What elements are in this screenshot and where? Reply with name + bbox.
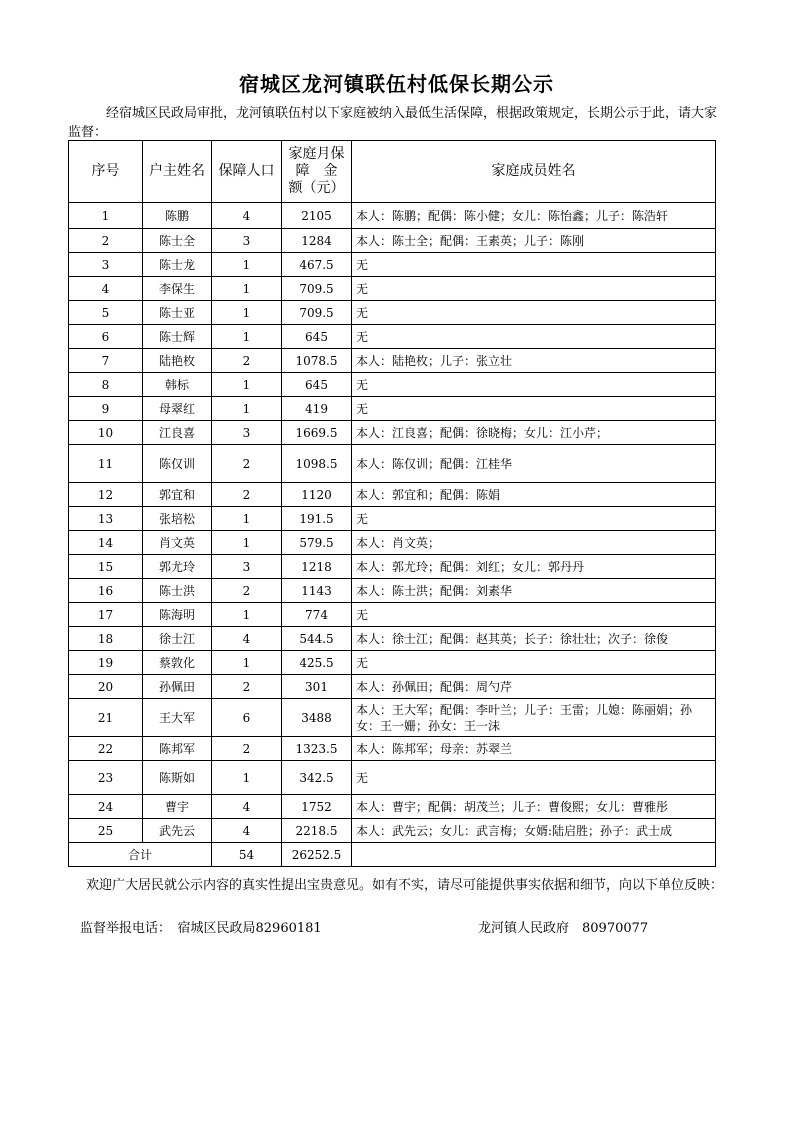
- cell-no: 7: [69, 349, 143, 373]
- cell-members: 本人：徐士江；配偶：赵其英；长子：徐壮壮；次子：徐俊: [352, 627, 716, 651]
- cell-people: 2: [212, 675, 282, 699]
- cell-amount: 342.5: [282, 761, 352, 795]
- cell-people: 2: [212, 349, 282, 373]
- cell-name: 陈士全: [143, 229, 212, 253]
- cell-amount: 645: [282, 325, 352, 349]
- total-members-empty: [352, 843, 716, 867]
- cell-name: 蔡敦化: [143, 651, 212, 675]
- cell-people: 1: [212, 507, 282, 531]
- cell-members: 本人：陈邦军；母亲：苏翠兰: [352, 737, 716, 761]
- cell-amount: 1669.5: [282, 421, 352, 445]
- cell-name: 陈鹏: [143, 203, 212, 229]
- table-row: [69, 397, 716, 421]
- cell-people: 1: [212, 397, 282, 421]
- cell-amount: 2218.5: [282, 819, 352, 843]
- table-row: [69, 483, 716, 507]
- cell-name: 肖文英: [143, 531, 212, 555]
- cell-no: 10: [69, 421, 143, 445]
- cell-amount: 3488: [282, 699, 352, 737]
- header-members: 家庭成员姓名: [352, 141, 716, 203]
- cell-name: 徐士江: [143, 627, 212, 651]
- cell-name: 陈海明: [143, 603, 212, 627]
- cell-no: 14: [69, 531, 143, 555]
- cell-people: 1: [212, 277, 282, 301]
- cell-no: 22: [69, 737, 143, 761]
- cell-members: 本人：郭尤玲；配偶：刘红；女儿：郭丹丹: [352, 555, 716, 579]
- header-amount: [282, 141, 352, 203]
- table-row: [69, 761, 716, 795]
- cell-members: 无: [352, 397, 716, 421]
- cell-amount: 2105: [282, 203, 352, 229]
- cell-amount: 1323.5: [282, 737, 352, 761]
- cell-name: 武先云: [143, 819, 212, 843]
- cell-members: 无: [352, 507, 716, 531]
- cell-no: 25: [69, 819, 143, 843]
- total-label: 合计: [69, 843, 212, 867]
- cell-members: 无: [352, 253, 716, 277]
- cell-people: 1: [212, 531, 282, 555]
- table-row: [69, 253, 716, 277]
- cell-name: 曹宇: [143, 795, 212, 819]
- table-row: [69, 675, 716, 699]
- cell-amount: 544.5: [282, 627, 352, 651]
- cell-name: 陈仅训: [143, 445, 212, 483]
- cell-amount: 1143: [282, 579, 352, 603]
- cell-name: 陈士洪: [143, 579, 212, 603]
- cell-name: 郭宜和: [143, 483, 212, 507]
- cell-amount: 1078.5: [282, 349, 352, 373]
- cell-people: 4: [212, 795, 282, 819]
- cell-people: 2: [212, 483, 282, 507]
- cell-no: 23: [69, 761, 143, 795]
- cell-name: 陈斯如: [143, 761, 212, 795]
- footer-text: 欢迎广大居民就公示内容的真实性提出宝贵意见。如有不实，请尽可能提供事实依据和细节，向以下单位反映：: [86, 878, 724, 893]
- cell-no: 9: [69, 397, 143, 421]
- contact-town-government: 龙河镇人民政府 80970077: [478, 921, 649, 936]
- table-row: [69, 445, 716, 483]
- cell-amount: 191.5: [282, 507, 352, 531]
- table-row: [69, 795, 716, 819]
- table-row: [69, 277, 716, 301]
- cell-members: 本人：陈士洪；配偶：刘素华: [352, 579, 716, 603]
- cell-amount: 645: [282, 373, 352, 397]
- footer-paragraph: [68, 877, 728, 894]
- cell-members: 本人：王大军；配偶：李叶兰；儿子：王雷；儿媳：陈丽娟；孙女：王一姗；孙女：王一沫: [352, 699, 716, 737]
- header-name: 户主姓名: [143, 141, 212, 203]
- cell-no: 15: [69, 555, 143, 579]
- cell-members: 无: [352, 651, 716, 675]
- cell-amount: 301: [282, 675, 352, 699]
- cell-amount: 1120: [282, 483, 352, 507]
- contact-civil-affairs: 监督举报电话： 宿城区民政局82960181: [80, 921, 322, 936]
- cell-amount: 1218: [282, 555, 352, 579]
- cell-members: 本人：曹宇；配偶：胡茂兰；儿子：曹俊熙；女儿：曹雅彤: [352, 795, 716, 819]
- cell-no: 8: [69, 373, 143, 397]
- cell-people: 2: [212, 579, 282, 603]
- cell-no: 6: [69, 325, 143, 349]
- cell-no: 13: [69, 507, 143, 531]
- cell-no: 19: [69, 651, 143, 675]
- cell-people: 1: [212, 325, 282, 349]
- header-amount-line2: 障 金: [295, 163, 338, 179]
- header-people: 保障人口: [212, 141, 282, 203]
- cell-no: 17: [69, 603, 143, 627]
- cell-people: 4: [212, 819, 282, 843]
- table-row: [69, 421, 716, 445]
- cell-members: 无: [352, 761, 716, 795]
- cell-amount: 579.5: [282, 531, 352, 555]
- cell-members: 无: [352, 277, 716, 301]
- table-row: [69, 627, 716, 651]
- cell-members: 本人：肖文英；: [352, 531, 716, 555]
- cell-amount: 709.5: [282, 277, 352, 301]
- intro-paragraph: [68, 104, 718, 142]
- cell-members: 无: [352, 603, 716, 627]
- cell-name: 母翠红: [143, 397, 212, 421]
- cell-people: 4: [212, 627, 282, 651]
- cell-name: 陆艳枚: [143, 349, 212, 373]
- page-title: 宿城区龙河镇联伍村低保长期公示: [239, 72, 554, 96]
- cell-name: 孙佩田: [143, 675, 212, 699]
- table-row: [69, 819, 716, 843]
- table-row: [69, 325, 716, 349]
- cell-amount: 1752: [282, 795, 352, 819]
- cell-name: 韩标: [143, 373, 212, 397]
- cell-no: 21: [69, 699, 143, 737]
- table-row: [69, 579, 716, 603]
- intro-text: 经宿城区民政局审批，龙河镇联伍村以下家庭被纳入最低生活保障，根据政策规定，长期公示于此，请大家监督：: [68, 106, 718, 140]
- cell-no: 2: [69, 229, 143, 253]
- cell-name: 郭尤玲: [143, 555, 212, 579]
- table-row: [69, 229, 716, 253]
- header-amount-line3: 额（元）: [288, 180, 345, 196]
- cell-amount: 709.5: [282, 301, 352, 325]
- table-row: [69, 737, 716, 761]
- cell-no: 18: [69, 627, 143, 651]
- cell-members: 本人：江良喜；配偶：徐晓梅；女儿：江小芹；: [352, 421, 716, 445]
- cell-amount: 1284: [282, 229, 352, 253]
- cell-name: 江良喜: [143, 421, 212, 445]
- cell-amount: 419: [282, 397, 352, 421]
- cell-no: 11: [69, 445, 143, 483]
- cell-amount: 467.5: [282, 253, 352, 277]
- cell-no: 3: [69, 253, 143, 277]
- table-header-row: [69, 141, 716, 203]
- assistance-table: [68, 140, 716, 867]
- table-row: [69, 651, 716, 675]
- cell-people: 3: [212, 421, 282, 445]
- cell-people: 1: [212, 761, 282, 795]
- cell-no: 20: [69, 675, 143, 699]
- cell-name: 陈邦军: [143, 737, 212, 761]
- header-amount-line1: 家庭月保: [288, 146, 345, 162]
- cell-members: 本人：武先云；女儿：武言梅；女婿:陆启胜；孙子：武士成: [352, 819, 716, 843]
- table-row: [69, 373, 716, 397]
- cell-no: 16: [69, 579, 143, 603]
- cell-people: 6: [212, 699, 282, 737]
- cell-people: 2: [212, 445, 282, 483]
- total-amount: 26252.5: [282, 843, 352, 867]
- cell-no: 24: [69, 795, 143, 819]
- cell-members: 本人：陈士全；配偶：王素英；儿子：陈刚: [352, 229, 716, 253]
- cell-no: 5: [69, 301, 143, 325]
- table-row: [69, 531, 716, 555]
- cell-members: 无: [352, 301, 716, 325]
- cell-members: 无: [352, 325, 716, 349]
- cell-people: 3: [212, 229, 282, 253]
- cell-people: 1: [212, 603, 282, 627]
- cell-people: 1: [212, 651, 282, 675]
- cell-amount: 425.5: [282, 651, 352, 675]
- cell-amount: 1098.5: [282, 445, 352, 483]
- cell-people: 1: [212, 373, 282, 397]
- table-row: [69, 555, 716, 579]
- cell-name: 陈士辉: [143, 325, 212, 349]
- table-row: [69, 301, 716, 325]
- cell-people: 1: [212, 253, 282, 277]
- cell-people: 1: [212, 301, 282, 325]
- cell-members: 本人：孙佩田；配偶：周勺芹: [352, 675, 716, 699]
- cell-no: 12: [69, 483, 143, 507]
- cell-no: 4: [69, 277, 143, 301]
- cell-members: 本人：陈仅训；配偶：江桂华: [352, 445, 716, 483]
- total-row: [69, 843, 716, 867]
- cell-amount: 774: [282, 603, 352, 627]
- cell-people: 2: [212, 737, 282, 761]
- cell-name: 陈士龙: [143, 253, 212, 277]
- table-row: [69, 699, 716, 737]
- table-row: [69, 603, 716, 627]
- total-people: 54: [212, 843, 282, 867]
- table-row: [69, 349, 716, 373]
- header-no: 序号: [69, 141, 143, 203]
- cell-members: 本人：陆艳枚；儿子：张立壮: [352, 349, 716, 373]
- cell-people: 3: [212, 555, 282, 579]
- cell-name: 李保生: [143, 277, 212, 301]
- cell-name: 王大军: [143, 699, 212, 737]
- cell-no: 1: [69, 203, 143, 229]
- cell-members: 本人：陈鹏；配偶：陈小健；女儿：陈怡鑫；儿子：陈浩轩: [352, 203, 716, 229]
- cell-name: 张培松: [143, 507, 212, 531]
- table-row: [69, 203, 716, 229]
- cell-name: 陈士亚: [143, 301, 212, 325]
- cell-members: 无: [352, 373, 716, 397]
- cell-people: 4: [212, 203, 282, 229]
- table-row: [69, 507, 716, 531]
- cell-members: 本人：郭宜和；配偶：陈娟: [352, 483, 716, 507]
